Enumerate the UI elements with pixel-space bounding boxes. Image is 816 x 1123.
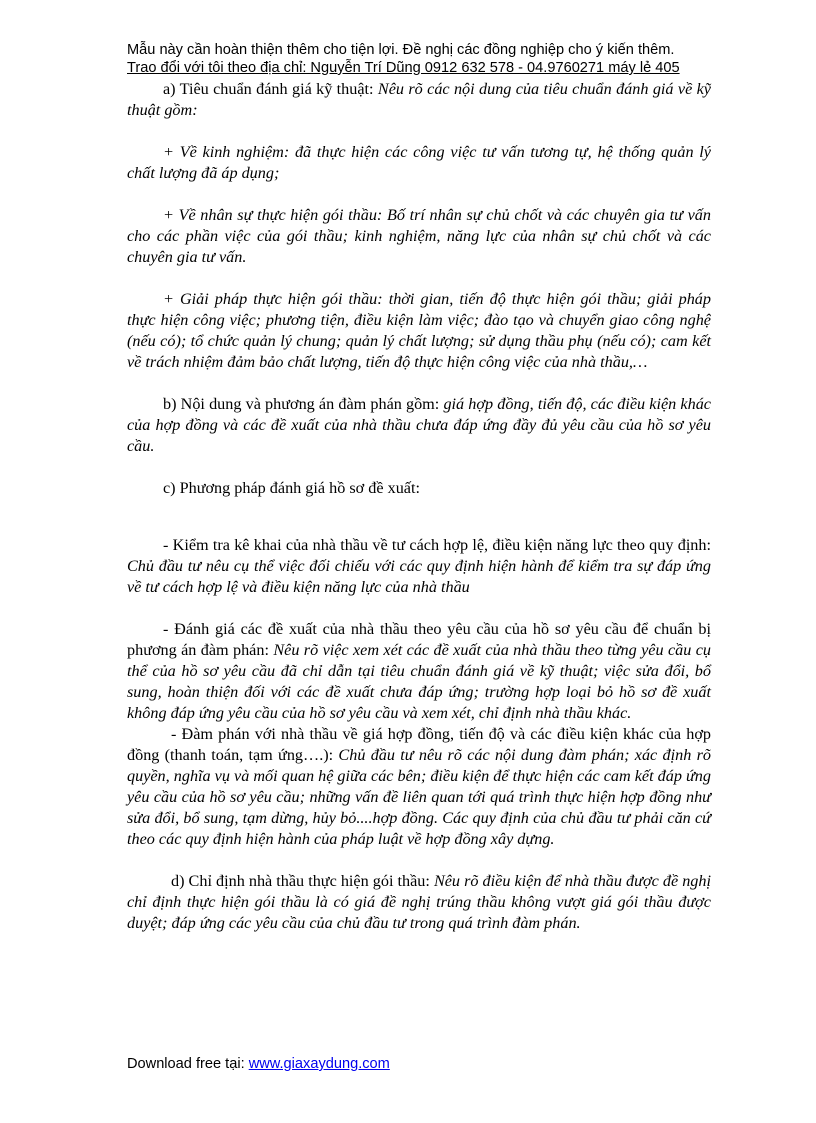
footer-website-link[interactable]: www.giaxaydung.com (248, 1056, 390, 1072)
section-d-label: d) Chỉ định nhà thầu thực hiện gói thầu: (171, 872, 434, 890)
page-header (127, 41, 727, 77)
section-c-item-negotiate-lead: - Đàm phán với nhà thầu về giá hợp đồng, tiến độ và các điều kiện khác của hợp đồng (thanh toán, tạm ứng….): (127, 725, 711, 764)
section-b-label: b) Nội dung và phương án đàm phán gồm: (163, 395, 444, 413)
section-a-bullet-experience: + Về kinh nghiệm: đã thực hiện các công việc tư vấn tương tự, hệ thống quản lý chất lượng đã áp dụng; (127, 143, 711, 182)
section-d-desc: Nêu rõ điều kiện để nhà thầu được đề nghị chỉ định thực hiện gói thầu là có giá đề nghị trúng thầu không vượt giá gói thầu được duyệt; đáp ứng các yêu cầu của chủ đầu tư trong quá trình đàm phán. (127, 872, 711, 932)
header-note-line: Mẫu này cần hoàn thiện thêm cho tiện lợi. Đề nghị các đồng nghiệp cho ý kiến thêm. (127, 42, 675, 58)
section-c-item-check (127, 535, 711, 598)
page-footer (127, 1056, 390, 1072)
section-c-item-evaluate-lead: - Đánh giá các đề xuất của nhà thầu theo yêu cầu của hồ sơ yêu cầu để chuẩn bị phương án đàm phán: (127, 620, 711, 659)
section-c-heading: c) Phương pháp đánh giá hồ sơ đề xuất: (163, 479, 420, 497)
section-c-item-evaluate-desc: Nêu rõ việc xem xét các đề xuất của nhà thầu theo từng yêu cầu cụ thể của hồ sơ yêu cầu đã chỉ dẫn tại tiêu chuẩn đánh giá về kỹ thuật; việc sửa đổi, bổ sung, hoàn thiện đối với các đề xuất chưa đáp ứng; trường hợp loại bỏ hồ sơ đề xuất không đáp ứng yêu cầu của hồ sơ yêu cầu và xem xét, chỉ định nhà thầu khác. (127, 641, 711, 722)
section-c-item-evaluate (127, 619, 711, 724)
section-b-paragraph (127, 394, 711, 457)
header-contact-line: Trao đổi với tôi theo địa chỉ: Nguyễn Trí Dũng 0912 632 578 - 04.9760271 máy lẻ 405 (127, 60, 680, 76)
section-c-item-negotiate-desc: Chủ đầu tư nêu rõ các nội dung đàm phán; xác định rõ quyền, nghĩa vụ và mối quan hệ giữa các bên; điều kiện để thực hiện các cam kết đáp ứng yêu cầu của hồ sơ yêu cầu; những vấn đề liên quan tới quá trình thực hiện hợp đồng như sửa đổi, bổ sung, tạm dừng, hủy bỏ....hợp đồng. Các quy định của chủ đầu tư phải căn cứ theo các quy định hiện hành của pháp luật về hợp đồng xây dựng. (127, 746, 711, 848)
section-a-heading (127, 79, 711, 121)
footer-label: Download free tại: (127, 1056, 249, 1072)
section-c-item-negotiate (127, 724, 711, 850)
section-b-desc: giá hợp đồng, tiến độ, các điều kiện khác của hợp đồng và các đề xuất của nhà thầu chưa đáp ứng đầy đủ yêu cầu của hồ sơ yêu cầu. (127, 395, 711, 455)
section-a-bullet-personnel: + Về nhân sự thực hiện gói thầu: Bố trí nhân sự chủ chốt và các chuyên gia tư vấn cho các phần việc của gói thầu; kinh nghiệm, năng lực của nhân sự chủ chốt và các chuyên gia tư vấn. (127, 206, 711, 266)
section-a-bullet-solution: + Giải pháp thực hiện gói thầu: thời gian, tiến độ thực hiện gói thầu; giải pháp thực hiện công việc; phương tiện, điều kiện làm việc; đào tạo và chuyển giao công nghệ (nếu có); tổ chức quản lý chung; quản lý chất lượng; sử dụng thầu phụ (nếu có); cam kết về trách nhiệm đảm bảo chất lượng, tiến độ thực hiện công việc của nhà thầu,… (127, 290, 711, 371)
section-c-item-check-lead: - Kiểm tra kê khai của nhà thầu về tư cách hợp lệ, điều kiện năng lực theo quy định: (163, 536, 711, 554)
section-d-paragraph (127, 871, 711, 934)
document-body (127, 79, 711, 934)
section-c-item-check-desc: Chủ đầu tư nêu cụ thể việc đối chiếu với các quy định hiện hành để kiểm tra sự đáp ứng về tư cách hợp lệ và điều kiện năng lực của nhà thầu (127, 557, 711, 596)
section-a-label: a) Tiêu chuẩn đánh giá kỹ thuật: (163, 80, 378, 98)
section-a-desc: Nêu rõ các nội dung của tiêu chuẩn đánh giá về kỹ thuật gồm: (127, 80, 711, 119)
